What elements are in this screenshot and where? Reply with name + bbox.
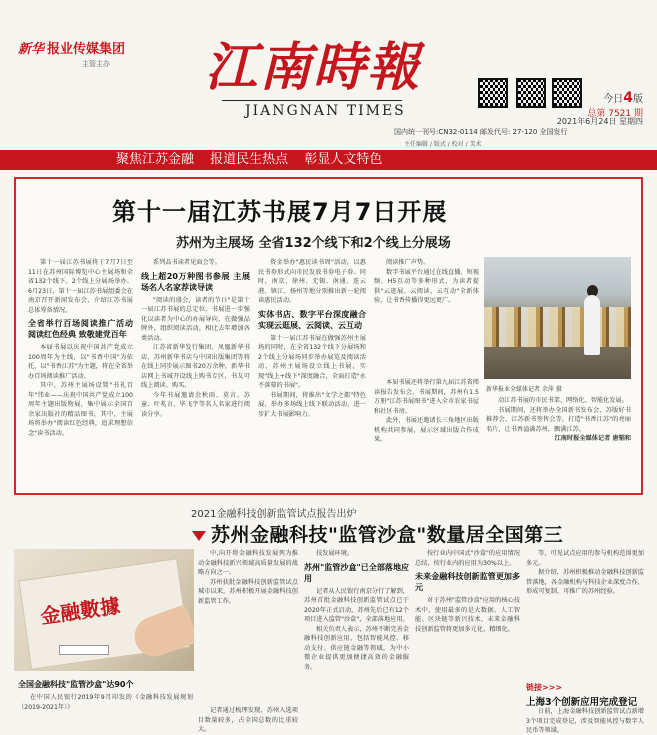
paragraph: 第十一届江苏书展在做强苏州主展场的同时，在全省132个线下分展场和2个线上分展场同步举办展览及阅读活动，苏州主展场设立线上书展，实现"线上+线下"深度融合，全面打造"永不落幕的书展"。 [258, 334, 366, 389]
feature-subhead: 苏州为主展场 全省132个线下和2个线上分展场 [176, 236, 451, 251]
article-column [486, 396, 631, 486]
fintech-photo[interactable] [14, 549, 194, 671]
article-column [18, 676, 193, 735]
edition-label: 今日 [603, 94, 624, 105]
article-column [304, 549, 409, 735]
link-box-label: 链接>>> [526, 683, 563, 692]
paragraph: 书展期间，还将举办全国新书发布会、苏版好书推荐会、江苏新书签售会等，打造"书香江苏"的亮丽名片，让书香溢满苏州，飘满江苏。 [486, 406, 631, 433]
paragraph: 按行业内中国式"沙盒"的应用情况总结，按行业内的应用为30%以上。 [415, 550, 520, 567]
paragraph: 动江苏书展的市民书架、网络化、智能化发展。 [498, 397, 628, 404]
article-column [415, 549, 520, 735]
paragraph: 系列品书读者见面会等。 [153, 259, 222, 266]
slogan-item: 聚焦江苏金融 [116, 152, 195, 167]
paragraph: 记者从人民银行南京分行了解到，苏州首批金融科技创新监管试点已于2020年正式启动，苏州先后已有12个项目进入监管"沙盒"，全部落地应用。 [304, 587, 409, 623]
paragraph: 在中国人民银行2019年9月印发的《金融科技发展规划（2019-2021年）》 [18, 694, 193, 711]
paragraph: 数字书展平台通过在线直播、短视频、H5互动等多种形式，为读者提供"云逛展、云阅读、云互动"全新体验，让书香传播得更远更广。 [374, 268, 479, 304]
paragraph: 日前，上海金融科技创新监管试点新增3个项目完成登记，涉及智能风控与数字人民币等领域。 [526, 708, 644, 734]
tag-shape [59, 645, 109, 655]
publication-meta: 国内统一刊号:CN32-0114 邮发代号: 27-120 全国发行 [394, 128, 568, 136]
article-column [526, 549, 644, 683]
paragraph: 记者通过梳理发现，苏州入选项目数量较多，占全国总数的比重较大。 [198, 707, 298, 733]
story-kicker: 2021金融科技创新监管试点报告出炉 [191, 509, 357, 520]
article-column [526, 707, 644, 735]
paragraph: 其中，苏州主展场设置"书礼百年"伟业——庆祝中国共产党成立100周年主题出版物展，集中展示全国百余家出版社的精品图书，其中，主展场将举办"阅读红色经典，追求理想信念"读书活动。 [28, 382, 133, 437]
paragraph: 等，可见试点应用的参与机构范围更加多元。 [526, 550, 644, 567]
issue-number: 总第 7521 期 [587, 109, 643, 119]
triangle-bullet-icon [192, 531, 206, 541]
paragraph: 江苏省新华发行集团、凤凰新华书店、苏州新华书店与中国出版集团等将在线上同步展示图书20万余种，新华书店网上书城开设线上购书专区，书友可线上阅读、购买。 [141, 344, 250, 389]
article-column [198, 706, 298, 735]
newspaper-title: 江南時報 [205, 37, 422, 98]
book-fair-photo[interactable] [484, 257, 631, 379]
story-headline-text: 苏州金融科技"监管沙盒"数量居全国第三 [211, 524, 564, 546]
paragraph: 书展期间，将推出"文学之都"特色展，举办多场线上线下联动活动，进一步扩大书展影响力。 [258, 391, 366, 418]
paragraph: 中,向开将金融科技发展列为推动金融科技新兴领域高质量发展的战略方向之一。 [198, 550, 298, 576]
paragraph: 此外，书展还邀请长三角地区出版机构共同参展，展示区域出版合作成果。 [374, 417, 479, 443]
section-heading: 未来金融科技创新监管更加多元 [415, 572, 520, 592]
paragraph: 据介绍，苏州积极推动金融科技创新监管落地，各金融机构与科技企业深度合作，形成可复制、可推广的苏州经验。 [526, 569, 644, 595]
section-heading: 全国金融科技"监管沙盒"达90个 [18, 680, 134, 689]
article-column [374, 258, 479, 371]
section-heading: 线上超20万种图书参展 主展场名人名家荐读导读 [141, 271, 250, 292]
photo-caption: 新华报业全媒体记者 余萍 摄 [486, 386, 562, 393]
slogan-item: 彰显人文特色 [304, 152, 383, 167]
group-logo-mark: 新华 [18, 42, 45, 57]
section-heading: 苏州"监管沙盒"已全部落地应用 [304, 562, 409, 583]
article-column [374, 378, 479, 486]
paragraph: 本届书展以庆祝中国共产党成立100周年为主线，以"书香中国"为依托，以"书香江苏"为主题，将在全省举办百场阅读推广活动。 [28, 344, 133, 380]
author-note: 江南时报全媒体记者 唐韬和 [554, 435, 631, 442]
newspaper-pinyin: JIANGNAN TIMES [245, 103, 406, 119]
group-sub: 主管主办 [82, 60, 110, 68]
article-column [198, 549, 298, 704]
paragraph: 今年书展邀请余秋雨、莫言、苏童、叶兆言、毕飞宇等名人名家进行阅读分享。 [141, 391, 250, 418]
paragraph: 第十一届江苏书展将于7月7日至11日在苏州国际博览中心主展场和全省132个线下、2个线上分展场举办。6月23日，第十一届江苏书展组委会在南京召开新闻发布会，介绍江苏书展总体筹备情况。 [28, 259, 133, 314]
qr-code-icon [552, 78, 582, 108]
edition-unit: 版 [633, 94, 643, 105]
paragraph: 对于苏州"监管沙盒"应用的核心技术中，使用最多的是大数据、人工智能、区块链等新兴技术，未来金融科技创新监管将更加多元化、精细化。 [415, 597, 520, 633]
article-column [141, 258, 250, 483]
slogan-item: 报道民生热点 [210, 152, 289, 167]
group-logo [18, 38, 168, 69]
paragraph: 相关负责人表示，苏州不断完善金融科技创新应用，包括智能风控、移动支付、供应链金融等领域，为中小微企业提供更加便捷高效的金融服务。 [304, 625, 409, 671]
paragraph: 苏州获批金融科技创新监管试点城市以来，苏州积极开展金融科技创新监管工作。 [198, 578, 298, 605]
bookshelf-shape [484, 307, 631, 347]
section-heading: 全省举行百场阅读推广活动 阅读红色经典 致敬建党百年 [28, 319, 133, 339]
paragraph: 本届书展还将举行第九届江苏省阅读报告发布会，书展期间，苏州有1.5万册"江苏书展图书"进入全市农家书屋和社区书房。 [374, 379, 479, 415]
paragraph: 技发展环境。 [316, 550, 354, 557]
person-shape [584, 295, 600, 355]
section-heading: 实体书店、数字平台深度融合 实现云逛展、云阅读、云互动 [258, 309, 366, 330]
qr-code-icon [478, 78, 508, 108]
issue-date: 2021年6月24日 星期四 [556, 117, 643, 126]
photo-label: 金融數據 [38, 593, 122, 629]
edition-info [583, 90, 643, 119]
group-name: 报业传媒集团 [47, 42, 126, 57]
article-column [258, 258, 366, 483]
link-box-headline[interactable]: 上海3个创新应用完成登记 [526, 697, 638, 708]
story-headline[interactable] [192, 520, 563, 547]
qr-code-icon [516, 78, 546, 108]
edition-pages: 4 [623, 90, 633, 106]
paragraph: "阅读的盛会，读者的节日"是第十一届江苏书展的总定位。书展进一步强化以读者为中心的办展导向，在做强品牌外，组织阅读活动，相比去年增加各类活动。 [141, 296, 250, 342]
editor-meta: 主任编辑 / 版式 / 校对 / 美术 [404, 141, 482, 148]
feature-headline[interactable]: 第十一届江苏书展7月7日开展 [112, 198, 448, 226]
slogan-bar [0, 150, 657, 170]
masthead-rule [222, 100, 402, 101]
paragraph: 阅读推广声势。 [386, 259, 430, 266]
article-column [28, 258, 133, 483]
paragraph: 资金举办"惠民读书周"活动，以惠民书券形式向市民发放书券电子券。同时，南京、徐州、无锡、南通、连云港、镇江、扬州等地分别推出新一轮阅读惠民活动。 [258, 259, 366, 304]
